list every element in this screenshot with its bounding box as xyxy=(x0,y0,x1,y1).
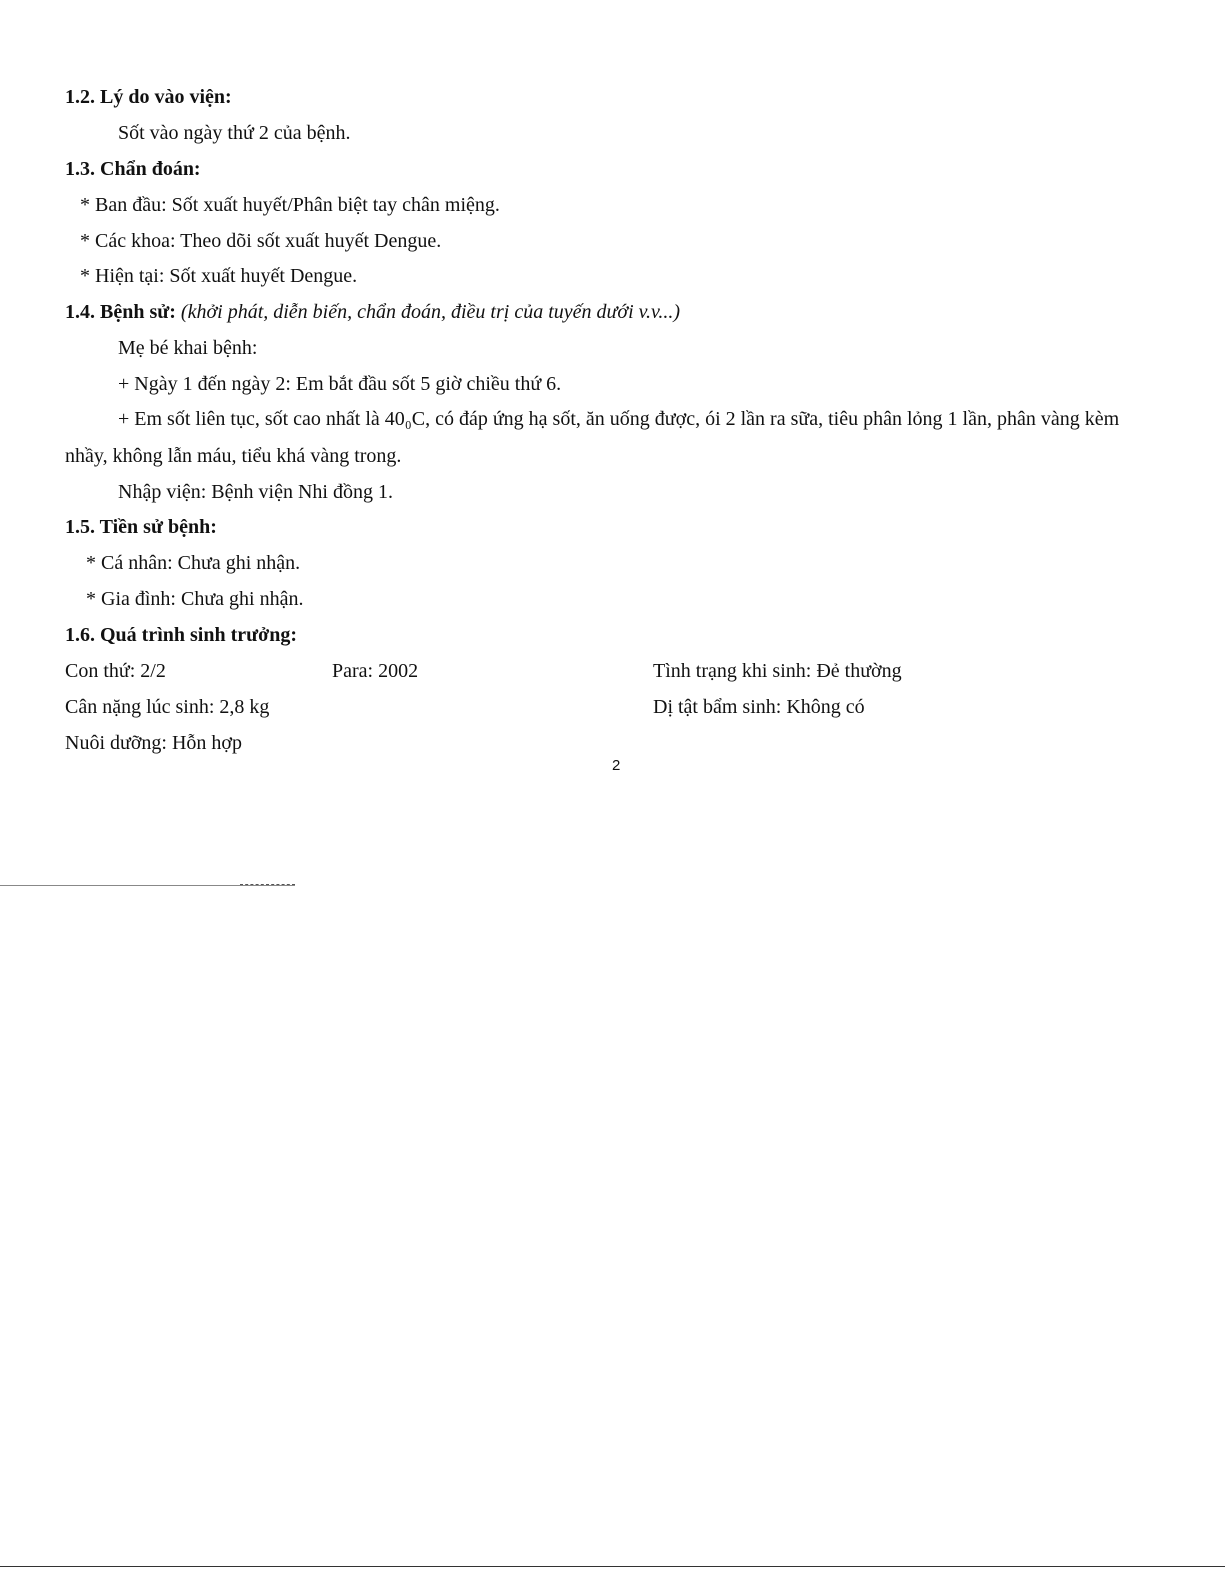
chan-doan-ban-dau: * Ban đầu: Sốt xuất huyết/Phân biệt tay chân miệng. xyxy=(80,194,500,216)
section-heading-qua-trinh-sinh-truong: 1.6. Quá trình sinh trưởng: xyxy=(65,624,298,646)
benh-su-note: (khởi phát, diễn biến, chẩn đoán, điều trị của tuyến dưới v.v...) xyxy=(180,301,681,323)
page-divider-dots xyxy=(240,884,295,885)
di-tat-bam-sinh: Dị tật bẩm sinh: Không có xyxy=(653,696,865,718)
benh-su-line-2a: + Em sốt liên tục, sốt cao nhất là 40₀C, có đáp ứng hạ sốt, ăn uống được, ói 2 lần ra sữa, tiêu phân lỏng 1 lần, phân vàng kèm xyxy=(118,408,1120,430)
benh-su-heading-line xyxy=(65,300,680,324)
benh-su-line-2b: nhầy, không lẫn máu, tiểu khá vàng trong. xyxy=(65,445,402,467)
benh-su-line-1: + Ngày 1 đến ngày 2: Em bắt đầu sốt 5 giờ chiều thứ 6. xyxy=(118,373,562,395)
nuoi-duong: Nuôi dưỡng: Hỗn hợp xyxy=(65,732,242,754)
section-heading-ly-do-vao-vien: 1.2. Lý do vào viện: xyxy=(65,86,232,108)
page-number: 2 xyxy=(612,757,621,774)
tien-su-gia-dinh: * Gia đình: Chưa ghi nhận. xyxy=(86,588,304,610)
chan-doan-cac-khoa: * Các khoa: Theo dõi sốt xuất huyết Dengue. xyxy=(80,230,442,252)
section-heading-chan-doan: 1.3. Chẩn đoán: xyxy=(65,158,201,180)
con-thu: Con thứ: 2/2 xyxy=(65,660,166,682)
section-heading-tien-su-benh: 1.5. Tiền sử bệnh: xyxy=(65,516,217,538)
benh-su-admission: Nhập viện: Bệnh viện Nhi đồng 1. xyxy=(118,481,393,503)
benh-su-intro: Mẹ bé khai bệnh: xyxy=(118,337,258,359)
can-nang-luc-sinh: Cân nặng lúc sinh: 2,8 kg xyxy=(65,696,270,718)
ly-do-vao-vien-text: Sốt vào ngày thứ 2 của bệnh. xyxy=(118,122,351,144)
para: Para: 2002 xyxy=(332,660,419,682)
tien-su-ca-nhan: * Cá nhân: Chưa ghi nhận. xyxy=(86,552,301,574)
section-heading-benh-su: 1.4. Bệnh sử: xyxy=(65,301,176,323)
chan-doan-hien-tai: * Hiện tại: Sốt xuất huyết Dengue. xyxy=(80,265,358,287)
page-divider xyxy=(0,885,295,886)
tinh-trang-khi-sinh: Tình trạng khi sinh: Đẻ thường xyxy=(653,660,902,682)
page-bottom-edge xyxy=(0,1566,1225,1567)
